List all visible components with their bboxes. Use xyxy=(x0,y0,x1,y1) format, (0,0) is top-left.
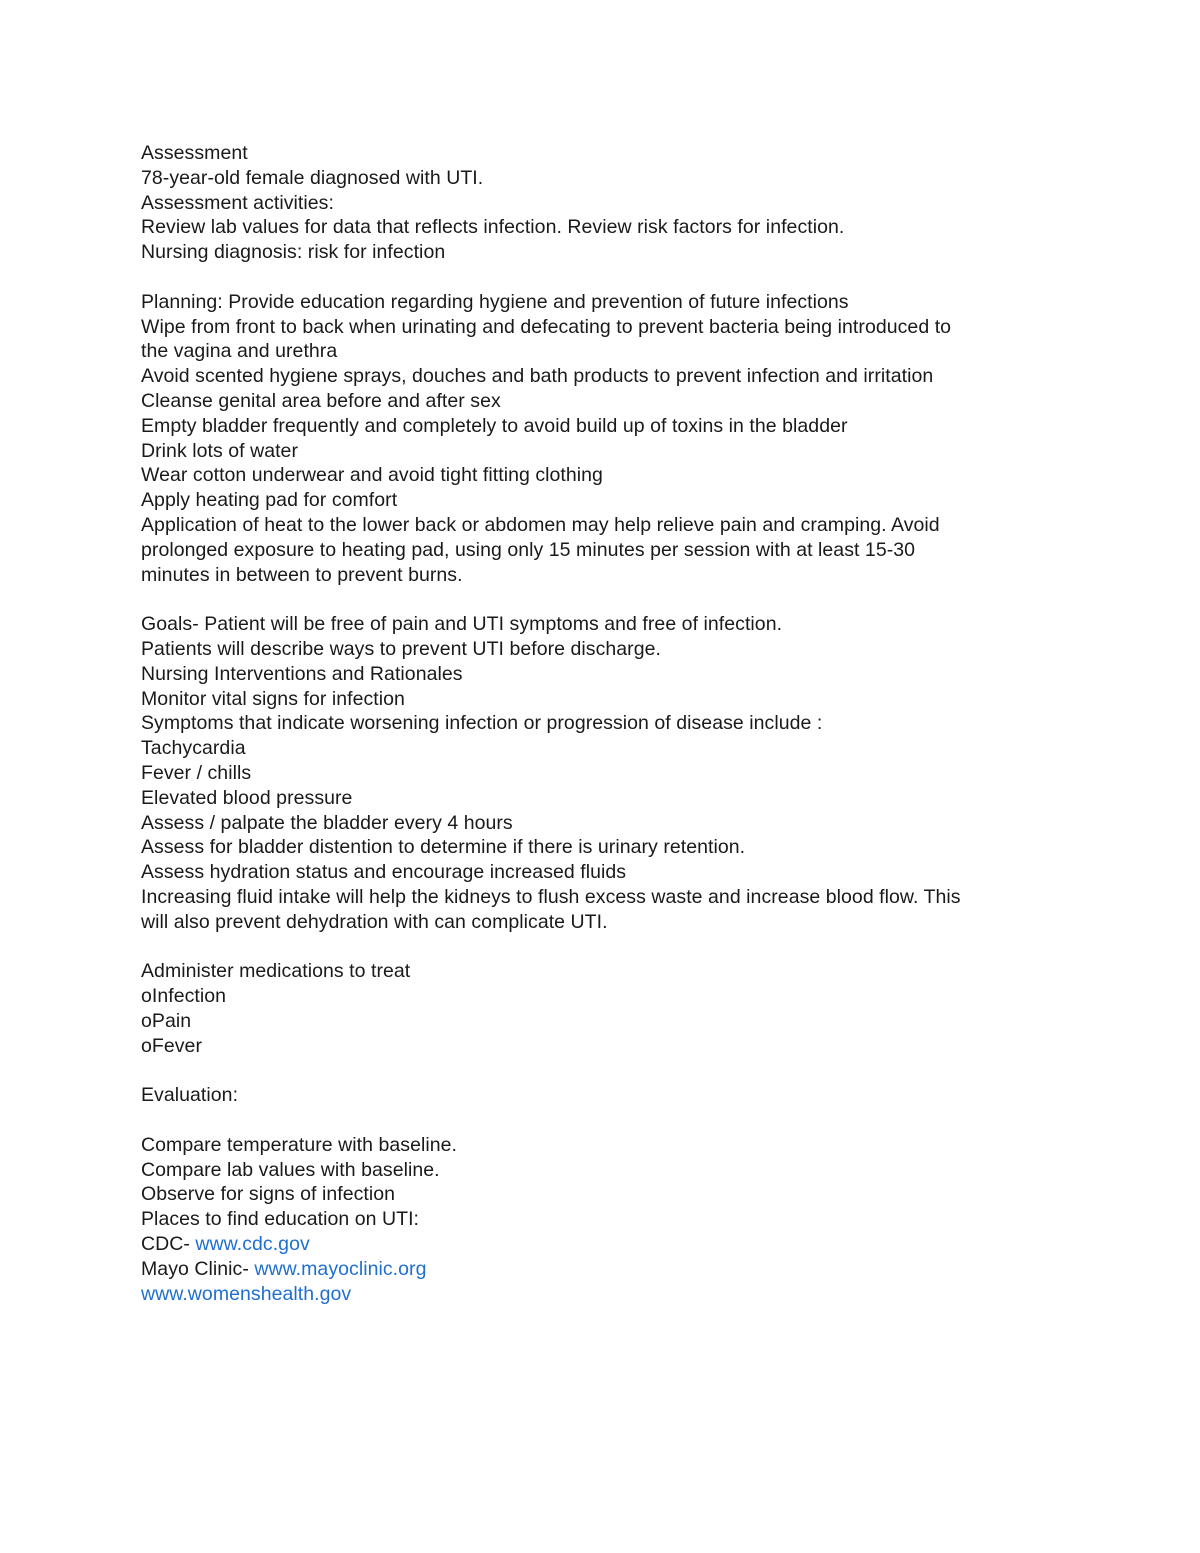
planning-drink: Drink lots of water xyxy=(141,439,298,462)
blank-line xyxy=(141,1058,1061,1083)
assessment-activities-label: Assessment activities: xyxy=(141,191,334,214)
cdc-line xyxy=(141,1232,1061,1257)
goal-1: Goals- Patient will be free of pain and UTI symptoms and free of infection. xyxy=(141,613,783,636)
blank-line xyxy=(141,265,1061,290)
medications-heading: Administer medications to treat xyxy=(141,960,411,983)
planning-cotton: Wear cotton underwear and avoid tight fitting clothing xyxy=(141,464,603,487)
planning-heat-line-2: prolonged exposure to heating pad, using only 15 minutes per session with at least 15-30 xyxy=(141,538,916,561)
assessment-heading: Assessment xyxy=(141,142,248,164)
bladder-distention: Assess for bladder distention to determine if there is urinary retention. xyxy=(141,836,746,859)
planning-wipe-line-2: the vagina and urethra xyxy=(141,340,338,363)
medication-item: oPain xyxy=(141,1009,192,1032)
evaluation-heading: Evaluation: xyxy=(141,1084,239,1107)
monitor-vitals: Monitor vital signs for infection xyxy=(141,687,405,710)
blank-line xyxy=(141,1108,1061,1133)
evaluation-item: Observe for signs of infection xyxy=(141,1183,396,1206)
blank-line xyxy=(141,587,1061,612)
symptom-item: Elevated blood pressure xyxy=(141,786,353,809)
assessment-activities: Review lab values for data that reflects infection. Review risk factors for infection. xyxy=(141,216,845,239)
interventions-heading: Nursing Interventions and Rationales xyxy=(141,662,463,685)
evaluation-item: Compare lab values with baseline. xyxy=(141,1158,440,1181)
evaluation-item: Compare temperature with baseline. xyxy=(141,1133,458,1156)
blank-line xyxy=(141,935,1061,960)
mayo-link[interactable]: www.mayoclinic.org xyxy=(254,1257,427,1280)
symptom-item: Fever / chills xyxy=(141,761,252,784)
cdc-label: CDC- xyxy=(141,1233,196,1256)
cdc-link[interactable]: www.cdc.gov xyxy=(195,1233,310,1256)
symptom-item: Tachycardia xyxy=(141,737,246,760)
patient-description: 78-year-old female diagnosed with UTI. xyxy=(141,166,484,189)
education-heading: Places to find education on UTI: xyxy=(141,1208,420,1231)
nursing-diagnosis: Nursing diagnosis: risk for infection xyxy=(141,241,446,264)
hydration-status: Assess hydration status and encourage increased fluids xyxy=(141,861,627,884)
planning-avoid-scented: Avoid scented hygiene sprays, douches and bath products to prevent infection and irritation xyxy=(141,365,934,388)
planning-heating-pad: Apply heating pad for comfort xyxy=(141,489,398,512)
medication-item: oInfection xyxy=(141,985,227,1008)
palpate-bladder: Assess / palpate the bladder every 4 hours xyxy=(141,811,513,834)
medication-item: oFever xyxy=(141,1034,202,1057)
fluid-line-1: Increasing fluid intake will help the kidneys to flush excess waste and increase blood flow. This xyxy=(141,885,961,908)
womens-health-link[interactable]: www.womenshealth.gov xyxy=(141,1282,352,1305)
planning-cleanse: Cleanse genital area before and after sex xyxy=(141,389,501,412)
planning-heat-line-1: Application of heat to the lower back or abdomen may help relieve pain and cramping. Avoid xyxy=(141,513,940,536)
goal-2: Patients will describe ways to prevent UTI before discharge. xyxy=(141,637,661,660)
planning-empty-bladder: Empty bladder frequently and completely to avoid build up of toxins in the bladder xyxy=(141,414,848,437)
planning-heat-line-3: minutes in between to prevent burns. xyxy=(141,563,463,586)
planning-heading: Planning: Provide education regarding hygiene and prevention of future infections xyxy=(141,290,849,313)
womens-health-line xyxy=(141,1282,1061,1307)
mayo-line xyxy=(141,1257,1061,1282)
fluid-line-2: will also prevent dehydration with can complicate UTI. xyxy=(141,910,608,933)
document-page xyxy=(141,141,1061,1306)
symptoms-intro: Symptoms that indicate worsening infection or progression of disease include : xyxy=(141,712,823,735)
mayo-label: Mayo Clinic- xyxy=(141,1257,255,1280)
planning-wipe-line-1: Wipe from front to back when urinating and defecating to prevent bacteria being introduced to xyxy=(141,315,952,338)
